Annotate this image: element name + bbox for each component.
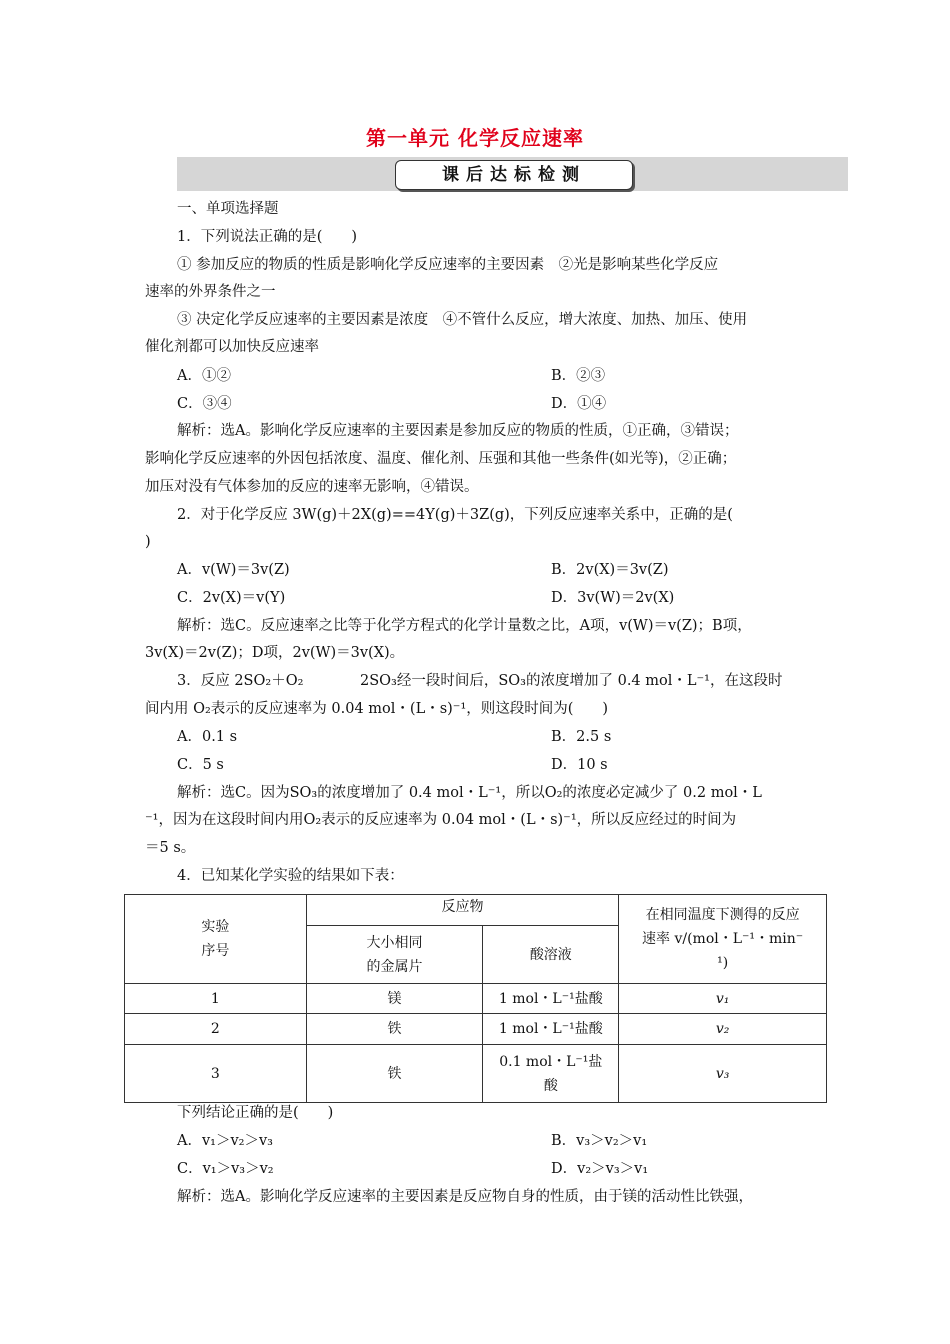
q2-option-a: A．v(W)＝3v(Z) (177, 562, 290, 578)
q3-option-c: C．5 s (177, 757, 224, 773)
q2-stem-end: ) (145, 534, 151, 550)
q1-option-b: B．②③ (551, 368, 606, 384)
q3-explanation: 解析：选C。因为SO₃的浓度增加了 0.4 mol・L⁻¹，所以O₂的浓度必定减少了 0.2 mol・L (177, 785, 762, 801)
q4-option-a: A．v₁＞v₂＞v₃ (177, 1133, 273, 1149)
q3-option-b: B．2.5 s (551, 729, 612, 745)
q4-option-d: D．v₂＞v₃＞v₁ (551, 1161, 649, 1177)
table-row: 1 镁 1 mol・L⁻¹盐酸 v₁ (125, 984, 827, 1014)
section-heading: 一、单项选择题 (177, 201, 279, 217)
q4-explanation: 解析：选A。影响化学反应速率的主要因素是反应物自身的性质，由于镁的活动性比铁强， (177, 1189, 753, 1205)
q1-option-c: C．③④ (177, 396, 232, 412)
section-badge: 课后达标检测 (395, 160, 633, 190)
q2-option-d: D．3v(W)＝2v(X) (551, 590, 675, 606)
q4-option-b: B．v₃＞v₂＞v₁ (551, 1133, 648, 1149)
q1-explanation: 加压对没有气体参加的反应的速率无影响，④错误。 (145, 479, 479, 495)
header-metal: 大小相同 的金属片 (306, 926, 483, 984)
q4-stem: 4．已知某化学实验的结果如下表： (177, 868, 404, 884)
q2-stem: 2．对于化学反应 3W(g)＋2X(g)==4Y(g)＋3Z(g)，下列反应速率关系中，正确的是( (177, 507, 733, 523)
header-rate: 在相同温度下测得的反应 速率 v/(mol・L⁻¹・min⁻ ¹) (619, 895, 827, 984)
q2-option-b: B．2v(X)＝3v(Z) (551, 562, 669, 578)
q1-text-line: ① 参加反应的物质的性质是影响化学反应速率的主要因素 ②光是影响某些化学反应 (177, 257, 719, 273)
q1-explanation: 影响化学反应速率的外因包括浓度、温度、催化剂、压强和其他一些条件(如光等)，②正确； (145, 451, 737, 467)
experiment-table (124, 894, 827, 1103)
q3-stem: 间内用 O₂表示的反应速率为 0.04 mol・(L・s)⁻¹，则这段时间为( ) (145, 701, 609, 717)
q1-option-d: D．①④ (551, 396, 607, 412)
q2-explanation: 3v(X)＝2v(Z)；D项，2v(W)＝3v(X)。 (145, 645, 405, 661)
q3-stem: 3．反应 2SO₂＋O₂ (177, 673, 304, 689)
table-row: 2 铁 1 mol・L⁻¹盐酸 v₂ (125, 1014, 827, 1045)
q2-explanation: 解析：选C。反应速率之比等于化学方程式的化学计量数之比，A项，v(W)＝v(Z)；B项， (177, 618, 752, 634)
q3-stem: 2SO₃经一段时间后，SO₃的浓度增加了 0.4 mol・L⁻¹，在这段时 (360, 673, 783, 689)
q1-stem: 1．下列说法正确的是( ) (177, 229, 358, 245)
q1-text-line: 催化剂都可以加快反应速率 (145, 339, 319, 355)
header-acid: 酸溶液 (483, 926, 619, 984)
q4-option-c: C．v₁＞v₃＞v₂ (177, 1161, 274, 1177)
table-row: 3 铁 0.1 mol・L⁻¹盐 酸 v₃ (125, 1045, 827, 1103)
q3-option-d: D．10 s (551, 757, 608, 773)
q1-explanation: 解析：选A。影响化学反应速率的主要因素是参加反应的物质的性质，①正确，③错误； (177, 423, 739, 439)
q3-option-a: A．0.1 s (177, 729, 238, 745)
header-reactant: 反应物 (306, 895, 619, 926)
q1-text-line: ③ 决定化学反应速率的主要因素是浓度 ④不管什么反应，增大浓度、加热、加压、使用 (177, 312, 748, 328)
q3-explanation: ⁻¹，因为在这段时间内用O₂表示的反应速率为 0.04 mol・(L・s)⁻¹，所以反应经过的时间为 (145, 812, 737, 828)
page-title: 第一单元 化学反应速率 (366, 126, 584, 150)
q1-text-line: 速率的外界条件之一 (145, 284, 276, 300)
q4-prompt: 下列结论正确的是( ) (177, 1105, 334, 1121)
q3-explanation: ＝5 s。 (145, 840, 196, 856)
q1-option-a: A．①② (177, 368, 231, 384)
q2-option-c: C．2v(X)＝v(Y) (177, 590, 286, 606)
header-experiment-no: 实验 序号 (125, 895, 307, 984)
